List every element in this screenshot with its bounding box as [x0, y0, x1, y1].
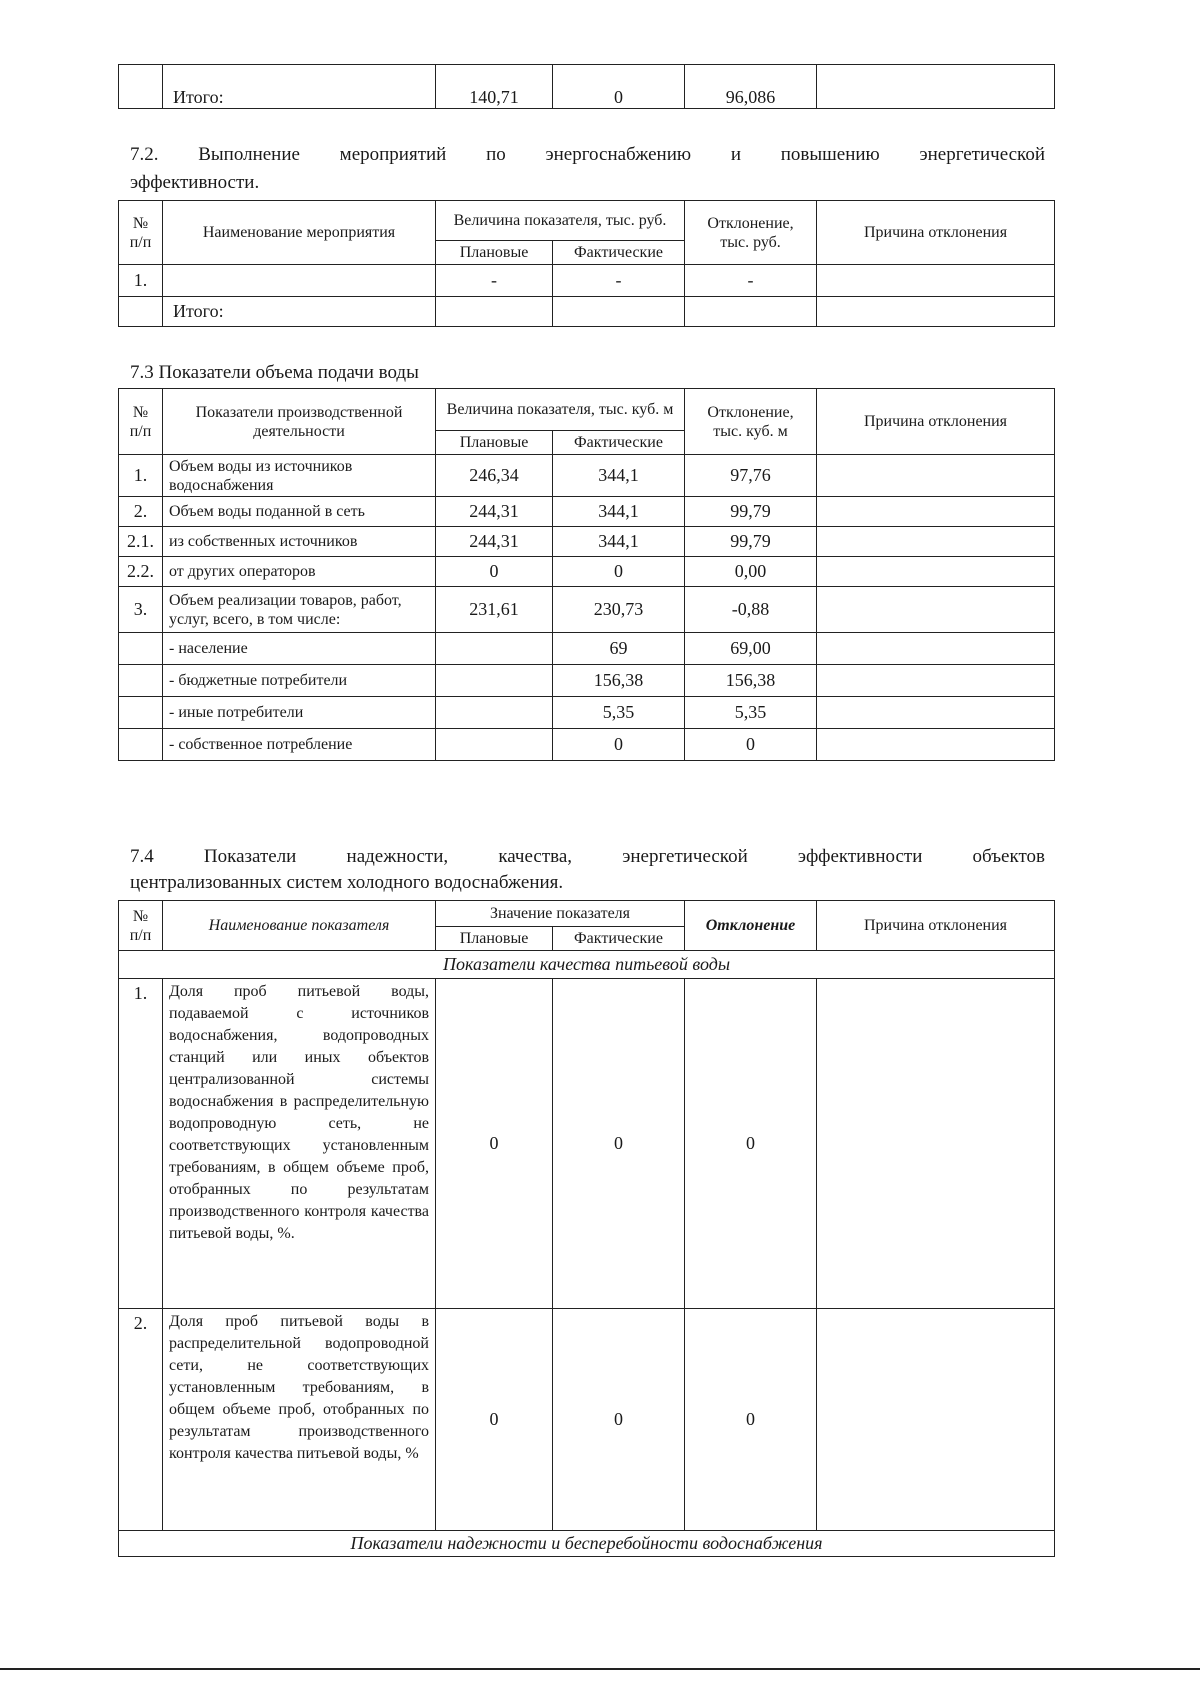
s74-header-value-group: Значение показателя	[436, 901, 685, 927]
section-7-4-table	[118, 900, 1055, 1557]
s72-row-num: 1.	[119, 265, 163, 297]
top-total-actual: 0	[553, 65, 685, 109]
table-row	[119, 265, 1055, 297]
s73-row-deviation: 99,79	[685, 497, 817, 527]
s73-row-planned: 0	[436, 557, 553, 587]
table-row	[119, 527, 1055, 557]
s73-row-num	[119, 665, 163, 697]
section-7-4-heading-line2: централизованных систем холодного водоснабжения.	[130, 872, 564, 893]
s74-row-num: 1.	[119, 979, 163, 1309]
s73-row-actual: 230,73	[553, 587, 685, 633]
page-bottom-rule	[0, 1668, 1200, 1670]
s73-header-planned: Плановые	[436, 431, 553, 455]
s74-header-planned: Плановые	[436, 927, 553, 951]
s73-row-num: 2.	[119, 497, 163, 527]
s72-header-name: Наименование мероприятия	[163, 201, 436, 265]
table-row	[119, 297, 1055, 327]
s73-row-name: - население	[163, 633, 436, 665]
table-row	[119, 633, 1055, 665]
s72-row-actual: -	[553, 265, 685, 297]
s73-row-num	[119, 729, 163, 761]
s72-row-deviation: -	[685, 265, 817, 297]
s73-row-actual: 344,1	[553, 497, 685, 527]
s73-row-reason	[817, 557, 1055, 587]
s73-row-reason	[817, 497, 1055, 527]
s73-header-reason: Причина отклонения	[817, 389, 1055, 455]
s73-row-name: - иные потребители	[163, 697, 436, 729]
s72-row-planned: -	[436, 265, 553, 297]
s74-row-planned: 0	[436, 979, 553, 1309]
s73-row-planned	[436, 633, 553, 665]
s72-header-num: № п/п	[119, 201, 163, 265]
s73-row-deviation: 0	[685, 729, 817, 761]
s74-header-deviation: Отклонение	[685, 901, 817, 951]
s72-header-reason: Причина отклонения	[817, 201, 1055, 265]
s73-header-deviation: Отклонение, тыс. куб. м	[685, 389, 817, 455]
table-row	[119, 665, 1055, 697]
s74-row-num: 2.	[119, 1309, 163, 1531]
top-total-table	[118, 64, 1055, 109]
table-row	[119, 455, 1055, 497]
s73-row-reason	[817, 729, 1055, 761]
s74-row-actual: 0	[553, 979, 685, 1309]
s74-row-actual: 0	[553, 1309, 685, 1531]
s73-row-actual: 156,38	[553, 665, 685, 697]
s72-header-deviation: Отклонение, тыс. руб.	[685, 201, 817, 265]
s73-row-deviation: 99,79	[685, 527, 817, 557]
s73-header-actual: Фактические	[553, 431, 685, 455]
s73-row-deviation: 69,00	[685, 633, 817, 665]
s74-header-name: Наименование показателя	[163, 901, 436, 951]
s73-row-num: 1.	[119, 455, 163, 497]
s73-row-planned: 231,61	[436, 587, 553, 633]
s73-row-name: Объем воды поданной в сеть	[163, 497, 436, 527]
s72-row-reason	[817, 297, 1055, 327]
s72-row-actual	[553, 297, 685, 327]
s74-row-deviation: 0	[685, 979, 817, 1309]
top-total-planned: 140,71	[436, 65, 553, 109]
table-row	[119, 729, 1055, 761]
s73-row-actual: 69	[553, 633, 685, 665]
s73-row-actual: 344,1	[553, 527, 685, 557]
section-7-4-heading-line1: 7.4 Показатели надежности, качества, энергетической эффективности объектов	[130, 846, 1045, 867]
s72-row-num	[119, 297, 163, 327]
s73-row-deviation: -0,88	[685, 587, 817, 633]
table-row	[119, 697, 1055, 729]
s73-row-num: 2.1.	[119, 527, 163, 557]
s73-row-name: - бюджетные потребители	[163, 665, 436, 697]
section-7-3-table	[118, 388, 1055, 761]
s73-row-planned	[436, 697, 553, 729]
s74-header-reason: Причина отклонения	[817, 901, 1055, 951]
s73-row-num: 3.	[119, 587, 163, 633]
table-row	[119, 1309, 1055, 1531]
s72-header-planned: Плановые	[436, 241, 553, 265]
s74-row-name: Доля проб питьевой воды, подаваемой с источников водоснабжения, водопроводных станций или иных объектов централизованной системы водоснабжения в распределительную водопроводную сеть, не соответствующих установленным требованиям, в общем объеме проб, отобранных по результатам производственного контроля качества питьевой воды, %.	[163, 979, 436, 1309]
top-total-label: Итого:	[163, 65, 436, 109]
s73-header-name: Показатели производственной деятельности	[163, 389, 436, 455]
s73-row-deviation: 156,38	[685, 665, 817, 697]
table-row	[119, 497, 1055, 527]
table-row	[119, 587, 1055, 633]
s73-row-actual: 0	[553, 557, 685, 587]
section-7-2-heading-line1: 7.2. Выполнение мероприятий по энергоснабжению и повышению энергетической	[130, 144, 1045, 165]
s73-row-name: - собственное потребление	[163, 729, 436, 761]
s73-row-name: Объем воды из источников водоснабжения	[163, 455, 436, 497]
s72-header-actual: Фактические	[553, 241, 685, 265]
section-7-2-heading-line2: эффективности.	[130, 172, 260, 193]
s73-header-value-group: Величина показателя, тыс. куб. м	[436, 389, 685, 431]
s74-header-actual: Фактические	[553, 927, 685, 951]
s73-row-actual: 0	[553, 729, 685, 761]
s74-header-num: № п/п	[119, 901, 163, 951]
s73-row-num	[119, 633, 163, 665]
s73-row-reason	[817, 455, 1055, 497]
s73-row-name: от других операторов	[163, 557, 436, 587]
s73-row-deviation: 5,35	[685, 697, 817, 729]
s72-row-deviation	[685, 297, 817, 327]
s73-row-planned: 246,34	[436, 455, 553, 497]
s73-row-planned: 244,31	[436, 527, 553, 557]
table-row	[119, 979, 1055, 1309]
s73-row-num	[119, 697, 163, 729]
s73-row-reason	[817, 633, 1055, 665]
s72-row-name: Итого:	[163, 297, 436, 327]
s73-row-deviation: 0,00	[685, 557, 817, 587]
s74-group-reliability: Показатели надежности и бесперебойности водоснабжения	[119, 1531, 1055, 1557]
s74-row-deviation: 0	[685, 1309, 817, 1531]
s73-row-name: Объем реализации товаров, работ, услуг, всего, в том числе:	[163, 587, 436, 633]
s72-row-name	[163, 265, 436, 297]
section-7-2-table	[118, 200, 1055, 327]
table-row	[119, 557, 1055, 587]
s74-row-planned: 0	[436, 1309, 553, 1531]
s72-row-reason	[817, 265, 1055, 297]
s74-row-reason	[817, 1309, 1055, 1531]
s73-row-planned: 244,31	[436, 497, 553, 527]
s73-row-reason	[817, 697, 1055, 729]
s73-row-name: из собственных источников	[163, 527, 436, 557]
top-total-deviation: 96,086	[685, 65, 817, 109]
s73-row-reason	[817, 665, 1055, 697]
s73-row-planned	[436, 665, 553, 697]
s72-row-planned	[436, 297, 553, 327]
s73-row-reason	[817, 587, 1055, 633]
s73-row-num: 2.2.	[119, 557, 163, 587]
s73-row-actual: 5,35	[553, 697, 685, 729]
s73-row-planned	[436, 729, 553, 761]
top-total-num	[119, 65, 163, 109]
s72-header-value-group: Величина показателя, тыс. руб.	[436, 201, 685, 241]
s74-row-reason	[817, 979, 1055, 1309]
s74-row-name: Доля проб питьевой воды в распределительной водопроводной сети, не соответствующих установленным требованиям, в общем объеме проб, отобранных по результатам производственного контроля качества питьевой воды, %	[163, 1309, 436, 1531]
s73-row-deviation: 97,76	[685, 455, 817, 497]
section-7-3-heading: 7.3 Показатели объема подачи воды	[130, 362, 419, 383]
s74-group-quality: Показатели качества питьевой воды	[119, 951, 1055, 979]
top-total-reason	[817, 65, 1055, 109]
s73-row-actual: 344,1	[553, 455, 685, 497]
s73-header-num: № п/п	[119, 389, 163, 455]
s73-row-reason	[817, 527, 1055, 557]
